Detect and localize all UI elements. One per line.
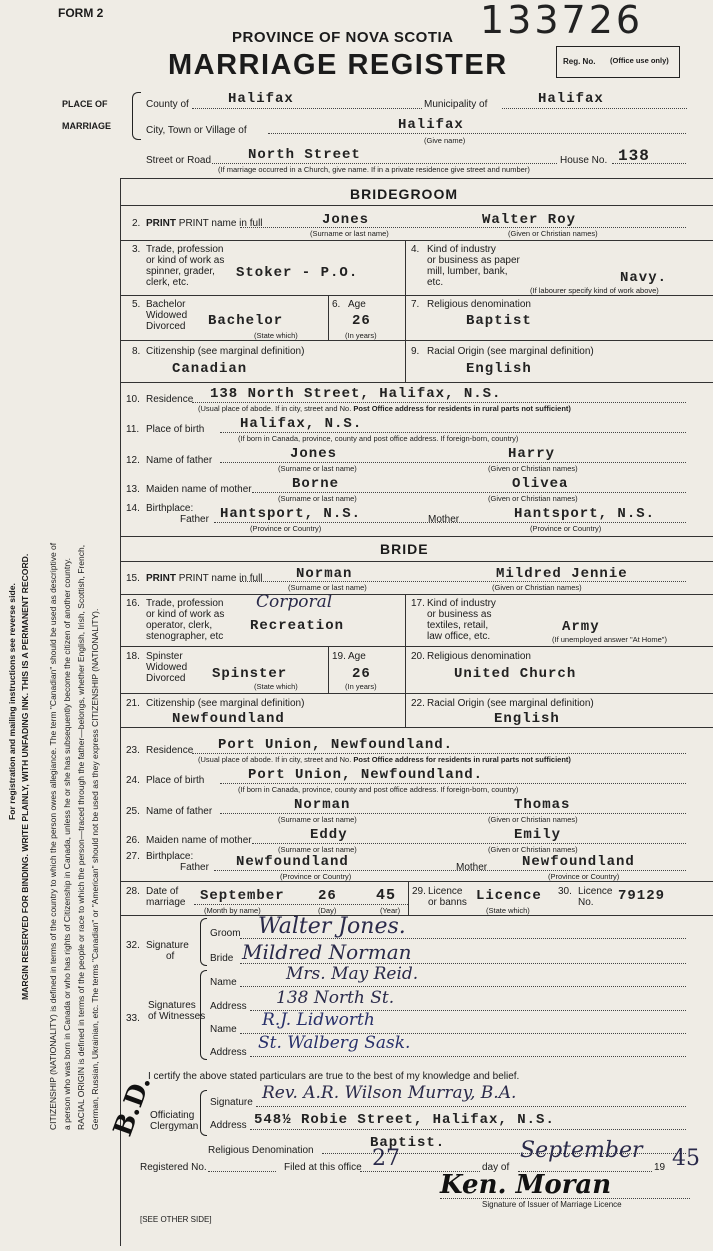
rule-32 <box>120 915 713 916</box>
groom-mother-line <box>252 492 686 493</box>
groom-age-hint: (In years) <box>345 331 377 340</box>
city-value: Halifax <box>398 117 464 133</box>
groom-mother-surname: Borne <box>292 476 340 492</box>
bride-industry: Army <box>562 619 600 635</box>
groom-religion-label: Religious denomination <box>427 299 531 310</box>
city-hint: (Give name) <box>424 136 466 145</box>
bride-age-hint: (In years) <box>345 682 377 691</box>
clergy-signature: Rev. A.R. Wilson Murray, B.A. <box>262 1083 517 1103</box>
divider-6-7 <box>405 295 406 340</box>
bride-industry-l3: textiles, retail, <box>427 620 489 631</box>
field-num-9: 9. <box>411 346 420 357</box>
margin-citizenship-2: a person who was born in Canada or who has rights of Citizenship in Canada, unless he or she has subsequently become the citizen of another country. <box>62 557 72 1130</box>
groom-father-label: Name of father <box>146 455 213 466</box>
groom-father-birth: Hantsport, N.S. <box>220 506 362 522</box>
bride-father-given: Thomas <box>514 797 571 813</box>
field-num-29: 29. <box>412 886 426 897</box>
page-title: MARRIAGE REGISTER <box>168 49 508 81</box>
licence-no-label-1: Licence <box>578 886 613 897</box>
divider-3-4 <box>405 240 406 295</box>
bride-industry-l1: Kind of industry <box>427 598 496 609</box>
groom-sig-line <box>240 938 686 939</box>
clergy-bracket <box>200 1090 207 1136</box>
rule-23 <box>120 727 713 728</box>
bride-trade-l3: operator, clerk, <box>146 620 213 631</box>
groom-birthplace-line <box>220 432 686 433</box>
city-label: City, Town or Village of <box>146 125 247 136</box>
bride-citizenship-label: Citizenship (see marginal definition) <box>146 698 305 709</box>
street-hint: (If marriage occurred in a Church, give name. If in a private residence give street and number) <box>218 165 530 174</box>
field-num-5: 5. <box>132 299 141 310</box>
margin-instructions: For registration and mailing instructions see reverse side. <box>7 583 17 820</box>
bride-given: Mildred Jennie <box>496 566 628 582</box>
register-number: 133726 <box>480 0 644 42</box>
licence-type: Licence <box>476 888 542 904</box>
witnesses-bracket <box>200 970 207 1060</box>
date-label-2: marriage <box>146 897 186 908</box>
wit1-name-word: Name <box>210 977 237 988</box>
margin-racial-2: German, Russian, Ukrainian, etc. The terms "Canadian" or "American" should not be used as they express CITIZENSHIP (NATIONALITY). <box>90 608 100 1130</box>
municipality-value: Halifax <box>538 91 604 107</box>
county-label: County of <box>146 99 189 110</box>
field-num-33: 33. <box>126 1013 140 1024</box>
groom-status: Bachelor <box>208 313 284 329</box>
groom-surname: Jones <box>322 212 370 228</box>
rule-16 <box>120 594 713 595</box>
bride-father-surname: Norman <box>294 797 351 813</box>
place-caption-2: MARRIAGE <box>62 121 111 131</box>
field-num-10: 10. <box>126 394 140 405</box>
bride-trade-l4: stenographer, etc <box>146 631 224 642</box>
groom-citizenship-label: Citizenship (see marginal definition) <box>146 346 305 357</box>
licence-label-1: Licence <box>428 886 463 897</box>
bride-residence-hint <box>198 756 571 764</box>
groom-status-l1: Bachelor <box>146 299 186 310</box>
bride-racial: English <box>494 711 560 727</box>
bride-status-hint: (State which) <box>254 682 298 691</box>
groom-trade-l4: clerk, etc. <box>146 277 189 288</box>
issuer-line <box>440 1198 690 1199</box>
bride-mother-g-hint: (Given or Christian names) <box>488 845 578 854</box>
bride-residence-hint-a: (Usual place of abode. If in city, street and No. <box>198 755 352 764</box>
groom-name-line <box>240 227 686 228</box>
clergy-address: 548½ Robie Street, Halifax, N.S. <box>254 1112 555 1128</box>
month-hint: (Month by name) <box>204 906 261 915</box>
clergy-sig-line <box>256 1106 686 1107</box>
groom-religion: Baptist <box>466 313 532 329</box>
clergy-religion-label: Religious Denomination <box>208 1145 314 1156</box>
bride-trade: Recreation <box>250 618 345 634</box>
licence-no-label-2: No. <box>578 897 594 908</box>
bride-parents-birth-line <box>214 870 686 871</box>
groom-birthplace: Halifax, N.S. <box>240 416 363 432</box>
field-num-32: 32. <box>126 940 140 951</box>
rule-21 <box>120 693 713 694</box>
clergy-address-line <box>250 1129 686 1130</box>
rule-3 <box>120 240 713 241</box>
field-num-18: 18. <box>126 651 140 662</box>
bride-name-line <box>240 581 686 582</box>
clergy-sig-word: Signature <box>210 1097 253 1108</box>
marriage-date-line <box>194 904 408 905</box>
bride-mother-surname: Eddy <box>310 827 348 843</box>
bride-father-birth-hint: (Province or Country) <box>280 872 352 881</box>
rule-28 <box>120 881 713 882</box>
field-num-2: 2. <box>132 218 141 229</box>
field-num-23: 23. <box>126 745 140 756</box>
see-other-side: [SEE OTHER SIDE] <box>140 1215 212 1224</box>
groom-section-rule <box>120 205 713 206</box>
county-value: Halifax <box>228 91 294 107</box>
bride-father-g-hint: (Given or Christian names) <box>488 815 578 824</box>
margin-binding-notice: MARGIN RESERVED FOR BINDING. WRITE PLAINLY, WITH UNFADING INK. THIS IS A PERMANENT RECORD. <box>20 553 30 1000</box>
groom-trade-l2: or kind of work as <box>146 255 225 266</box>
groom-mother-birth: Hantsport, N.S. <box>514 506 656 522</box>
wit1-address: 138 North St. <box>276 988 395 1008</box>
groom-trade-l3: spinner, grader, <box>146 266 215 277</box>
groom-birthplace-label: Place of birth <box>146 424 205 435</box>
form-number: FORM 2 <box>58 6 104 20</box>
filed-day: 27 <box>372 1146 400 1171</box>
groom-word: Groom <box>210 928 241 939</box>
wit2-address-line <box>250 1056 686 1057</box>
bride-status: Spinster <box>212 666 288 682</box>
bride-residence-label: Residence <box>146 745 194 756</box>
bride-birthplace-label: Place of birth <box>146 775 205 786</box>
divider-5-6 <box>328 295 329 340</box>
divider-16-17 <box>405 594 406 646</box>
groom-father-g-hint: (Given or Christian names) <box>488 464 578 473</box>
licence-number: 79129 <box>618 888 666 904</box>
field-num-4: 4. <box>411 244 420 255</box>
groom-birthplace14-label: Birthplace: <box>146 503 194 514</box>
bride-given-hint: (Given or Christian names) <box>492 583 582 592</box>
groom-mother-g-hint: (Given or Christian names) <box>488 494 578 503</box>
form-left-border <box>120 178 121 1246</box>
groom-residence-line <box>192 402 686 403</box>
bride-birthplace27-label: Birthplace: <box>146 851 194 862</box>
bride-father-birth: Newfoundland <box>236 854 349 870</box>
groom-industry-l3: mill, lumber, bank, <box>427 266 508 277</box>
field-num-8: 8. <box>132 346 141 357</box>
bride-mother-birth: Newfoundland <box>522 854 635 870</box>
groom-citizenship: Canadian <box>172 361 248 377</box>
bride-industry-l4: law office, etc. <box>427 631 491 642</box>
margin-initials: B.D. <box>108 1072 158 1141</box>
groom-mother-s-hint: (Surname or last name) <box>278 494 357 503</box>
groom-mother-birth-hint: (Province or Country) <box>530 524 602 533</box>
wit2-name: R.J. Lidworth <box>262 1010 375 1030</box>
witnesses-label-2: of Witnesses <box>148 1011 206 1022</box>
house-label: House No. <box>560 155 608 166</box>
street-line <box>212 163 557 164</box>
groom-industry-l4: etc. <box>427 277 444 288</box>
field-num-30: 30. <box>558 886 572 897</box>
field-num-19: 19. <box>332 651 346 662</box>
bride-word: Bride <box>210 953 234 964</box>
bride-father-s-hint: (Surname or last name) <box>278 815 357 824</box>
date-label-1: Date of <box>146 886 179 897</box>
place-bracket <box>132 92 141 140</box>
groom-parents-birth-line <box>214 522 686 523</box>
bride-birthplace-hint: (If born in Canada, province, county and post office address. If foreign-born, country) <box>238 785 519 794</box>
groom-residence-label: Residence <box>146 394 194 405</box>
groom-mother-word: Mother <box>428 514 460 525</box>
field-num-14: 14. <box>126 503 140 514</box>
province-heading: PROVINCE OF NOVA SCOTIA <box>232 29 454 46</box>
bride-mother-word: Mother <box>456 862 488 873</box>
groom-mother-label: Maiden name of mother <box>146 484 252 495</box>
bride-religion: United Church <box>454 666 577 682</box>
filed-year: 45 <box>672 1146 700 1171</box>
groom-birthplace-hint: (If born in Canada, province, county and post office address. If foreign-born, country) <box>238 434 519 443</box>
field-num-11: 11. <box>126 424 140 435</box>
registered-line <box>208 1171 276 1172</box>
groom-given-hint: (Given or Christian names) <box>508 229 598 238</box>
wit1-name-line <box>240 986 686 987</box>
margin-definitions <box>0 180 100 1230</box>
groom-given: Walter Roy <box>482 212 577 228</box>
bride-residence-hint-b: Post Office address for residents in rural parts not sufficient) <box>353 755 571 764</box>
divider-19-20 <box>405 646 406 693</box>
issuer-signature: Ken. Moran <box>440 1170 612 1200</box>
wit2-address-word: Address <box>210 1047 247 1058</box>
groom-residence: 138 North Street, Halifax, N.S. <box>210 386 502 402</box>
wit1-address-word: Address <box>210 1001 247 1012</box>
house-value: 138 <box>618 147 650 165</box>
officiating-label-1: Officiating <box>150 1110 195 1121</box>
place-caption-1: PLACE OF <box>62 99 108 109</box>
marriage-year: 45 <box>376 887 397 904</box>
bride-age-label: Age <box>348 651 366 662</box>
bride-residence: Port Union, Newfoundland. <box>218 737 454 753</box>
bride-industry-l2: or business as <box>427 609 492 620</box>
groom-residence-hint-b: Post Office address for residents in rural parts not sufficient) <box>353 404 571 413</box>
groom-racial-label: Racial Origin (see marginal definition) <box>427 346 594 357</box>
marriage-day: 26 <box>318 888 337 904</box>
groom-trade: Stoker - P.O. <box>236 265 359 281</box>
municipality-line <box>502 108 687 109</box>
municipality-label: Municipality of <box>424 99 488 110</box>
groom-status-hint: (State which) <box>254 331 298 340</box>
form-top-border <box>120 178 713 179</box>
bride-status-l2: Widowed <box>146 662 188 673</box>
field-num-20: 20. <box>411 651 425 662</box>
field-num-25: 25. <box>126 806 140 817</box>
licence-hint: (State which) <box>486 906 530 915</box>
field-num-15: 15. <box>126 573 140 584</box>
bride-name-label: PRINT PRINT name in full <box>146 573 263 584</box>
clergy-address-word: Address <box>210 1120 247 1131</box>
sig-bracket <box>200 918 207 966</box>
field-num-27: 27. <box>126 851 140 862</box>
bride-residence-line <box>192 753 686 754</box>
bride-trade-l1: Trade, profession <box>146 598 224 609</box>
field-num-22: 22. <box>411 698 425 709</box>
licence-label-2: or banns <box>428 897 467 908</box>
bride-section-title: BRIDE <box>380 541 429 557</box>
bride-signature: Mildred Norman <box>242 940 412 964</box>
groom-industry-hint: (If labourer specify kind of work above) <box>530 286 659 295</box>
county-line <box>192 108 422 109</box>
groom-father-birth-hint: (Province or Country) <box>250 524 322 533</box>
filed-month: September <box>520 1138 643 1163</box>
groom-father-s-hint: (Surname or last name) <box>278 464 357 473</box>
bride-mother-label: Maiden name of mother <box>146 835 252 846</box>
year-hint: (Year) <box>380 906 401 915</box>
field-num-6: 6. <box>332 299 341 310</box>
wit2-address: St. Walberg Sask. <box>258 1033 411 1053</box>
sig-of-label-1: Signature <box>146 940 189 951</box>
groom-name-label: PRINT PRINT name in full <box>146 218 263 229</box>
groom-racial: English <box>466 361 532 377</box>
groom-signature: Walter Jones. <box>258 914 406 939</box>
city-line <box>268 133 686 134</box>
groom-residence-hint <box>198 405 571 413</box>
groom-industry-l2: or business as paper <box>427 255 520 266</box>
field-num-26: 26. <box>126 835 140 846</box>
sig-of-label-2: of <box>166 951 175 962</box>
bride-father-line <box>220 813 686 814</box>
bride-trade-l2: or kind of work as <box>146 609 225 620</box>
groom-father-word: Father <box>180 514 209 525</box>
bride-section-rule <box>120 561 713 562</box>
bride-mother-line <box>252 843 686 844</box>
bride-name-label-text: PRINT name in full <box>178 573 263 584</box>
rule-5 <box>120 295 713 296</box>
street-value: North Street <box>248 147 361 163</box>
field-num-12: 12. <box>126 455 140 466</box>
issuer-label: Signature of Issuer of Marriage Licence <box>482 1200 622 1209</box>
divider-21-22 <box>405 693 406 727</box>
groom-residence-hint-a: (Usual place of abode. If in city, street and No. <box>198 404 352 413</box>
divider-8-9 <box>405 340 406 382</box>
field-num-13: 13. <box>126 484 140 495</box>
bride-citizenship: Newfoundland <box>172 711 285 727</box>
street-label: Street or Road <box>146 155 212 166</box>
groom-status-l3: Divorced <box>146 321 186 332</box>
field-num-28: 28. <box>126 886 140 897</box>
bride-status-l1: Spinster <box>146 651 183 662</box>
reg-no-hint: (Office use only) <box>610 56 669 65</box>
bride-top-rule <box>120 536 713 537</box>
bride-age: 26 <box>352 666 371 682</box>
groom-industry: Navy. <box>620 270 668 286</box>
bride-religion-label: Religious denomination <box>427 651 531 662</box>
groom-name-label-text: PRINT name in full <box>178 218 263 229</box>
groom-section-title: BRIDEGROOM <box>350 186 458 202</box>
groom-age-label: Age <box>348 299 366 310</box>
wit1-name: Mrs. May Reid. <box>286 964 419 984</box>
rule-18 <box>120 646 713 647</box>
rule-8 <box>120 340 713 341</box>
field-num-24: 24. <box>126 775 140 786</box>
field-num-17: 17. <box>411 598 425 609</box>
bride-racial-label: Racial Origin (see marginal definition) <box>427 698 594 709</box>
groom-father-line <box>220 462 686 463</box>
bride-father-label: Name of father <box>146 806 213 817</box>
day-hint: (Day) <box>318 906 337 915</box>
groom-age: 26 <box>352 313 371 329</box>
groom-industry-l1: Kind of industry <box>427 244 496 255</box>
bride-surname: Norman <box>296 566 353 582</box>
divider-18-19 <box>328 646 329 693</box>
certify-text: I certify the above stated particulars are true to the best of my knowledge and belief. <box>148 1071 520 1082</box>
field-num-3: 3. <box>132 244 141 255</box>
bride-mother-s-hint: (Surname or last name) <box>278 845 357 854</box>
bride-father-word: Father <box>180 862 209 873</box>
reg-no-label: Reg. No. <box>563 57 596 66</box>
groom-father-given: Harry <box>508 446 556 462</box>
witnesses-label-1: Signatures <box>148 1000 196 1011</box>
margin-citizenship-1: CITIZENSHIP (NATIONALITY) is defined in terms of the country to which the person owes allegiance. The term "Canadian" should be used as descriptive of <box>48 542 58 1130</box>
divider-28-29 <box>408 881 409 915</box>
bride-birthplace: Port Union, Newfoundland. <box>248 767 484 783</box>
bride-industry-hint: (If unemployed answer "At Home") <box>552 635 667 644</box>
bride-status-l3: Divorced <box>146 673 186 684</box>
groom-father-surname: Jones <box>290 446 338 462</box>
field-num-21: 21. <box>126 698 140 709</box>
marriage-month: September <box>200 888 285 904</box>
rule-10 <box>120 382 713 383</box>
clergy-religion: Baptist. <box>370 1135 446 1151</box>
bride-trade-note: Corporal <box>256 592 333 612</box>
bride-mother-given: Emily <box>514 827 562 843</box>
field-num-16: 16. <box>126 598 140 609</box>
filed-year-prefix: 19 <box>654 1162 666 1173</box>
wit2-name-word: Name <box>210 1024 237 1035</box>
bride-mother-birth-hint: (Province or Country) <box>548 872 620 881</box>
groom-mother-given: Olivea <box>512 476 569 492</box>
groom-status-l2: Widowed <box>146 310 188 321</box>
day-of-label: day of <box>482 1162 510 1173</box>
filed-label: Filed at this office <box>284 1162 362 1173</box>
groom-trade-l1: Trade, profession <box>146 244 224 255</box>
margin-racial-1: RACIAL ORIGIN is defined in terms of the people or race to which the person—traced through the father—belongs, whether English, Irish, Scottish, French, <box>76 544 86 1130</box>
field-num-7: 7. <box>411 299 420 310</box>
groom-surname-hint: (Surname or last name) <box>310 229 389 238</box>
bride-surname-hint: (Surname or last name) <box>288 583 367 592</box>
officiating-label-2: Clergyman <box>150 1121 199 1132</box>
registered-label: Registered No. <box>140 1162 207 1173</box>
bride-birthplace-line <box>220 783 686 784</box>
